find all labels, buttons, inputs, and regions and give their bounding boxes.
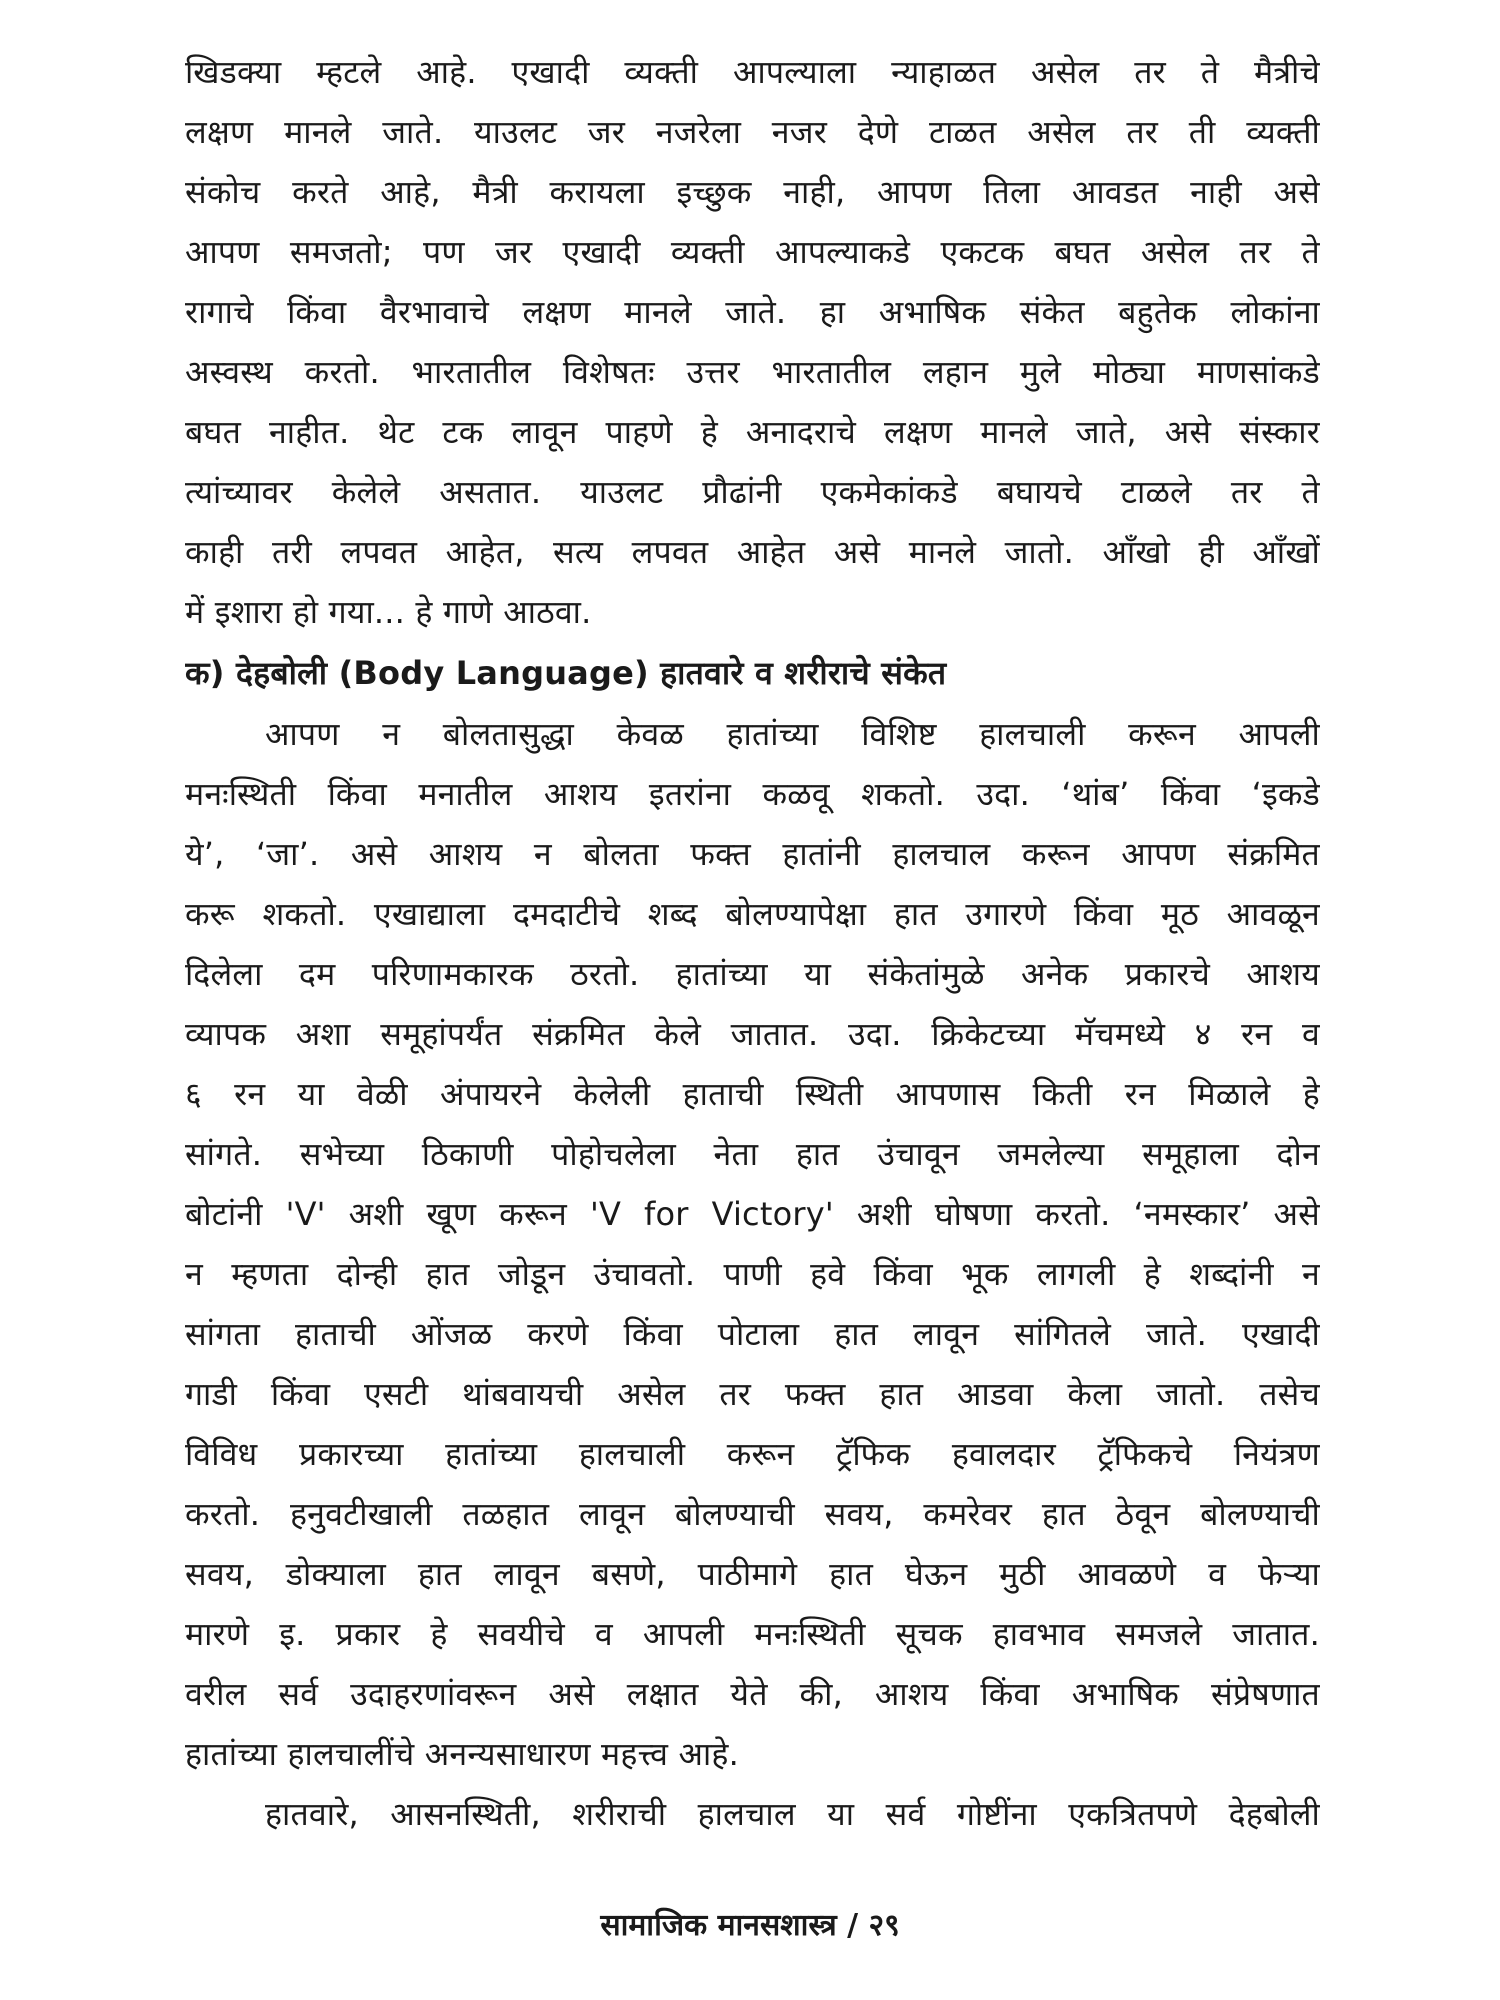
text-line: दिलेला दम परिणामकारक ठरतो. हातांच्या या संकेतांमुळे अनेक प्रकारचे आशय [185,955,1320,993]
text-line: न म्हणता दोन्ही हात जोडून उंचावतो. पाणी हवे किंवा भूक लागली हे शब्दांनी न [185,1255,1320,1293]
text-line: हातवारे, आसनस्थिती, शरीराची हालचाल या सर्व गोष्टींना एकत्रितपणे देहबोली [265,1795,1320,1833]
text-line: खिडक्या म्हटले आहे. एखादी व्यक्ती आपल्याला न्याहाळत असेल तर ते मैत्रीचे [185,53,1320,91]
text-line: करतो. हनुवटीखाली तळहात लावून बोलण्याची सवय, कमरेवर हात ठेवून बोलण्याची [185,1495,1320,1533]
text-line: सवय, डोक्याला हात लावून बसणे, पाठीमागे हात घेऊन मुठी आवळणे व फेऱ्या [185,1555,1320,1593]
text-line: आपण समजतो; पण जर एखादी व्यक्ती आपल्याकडे एकटक बघत असेल तर ते [185,233,1320,271]
text-line: मनःस्थिती किंवा मनातील आशय इतरांना कळवू शकतो. उदा. ‘थांब’ किंवा ‘इकडे [185,775,1320,813]
text-line: आपण न बोलतासुद्धा केवळ हातांच्या विशिष्ट हालचाली करून आपली [265,715,1320,753]
paragraph-3 [185,1784,1320,1844]
paragraph-2 [185,704,1320,1784]
section-heading: क) देहबोली (Body Language) हातवारे व शरीराचे संकेत [185,654,947,692]
text-line: सांगता हाताची ओंजळ करणे किंवा पोटाला हात लावून सांगितले जाते. एखादी [185,1315,1320,1353]
paragraph-1 [185,42,1320,642]
text-line: व्यापक अशा समूहांपर्यंत संक्रमित केले जातात. उदा. क्रिकेटच्या मॅचमध्ये ४ रन व [185,1015,1320,1053]
text-line: रागाचे किंवा वैरभावाचे लक्षण मानले जाते. हा अभाषिक संकेत बहुतेक लोकांना [185,293,1320,331]
text-line: हातांच्या हालचालींचे अनन्यसाधारण महत्त्व आहे. [185,1735,739,1773]
page-footer: सामाजिक मानसशास्त्र / २९ [600,1908,900,1943]
text-line: बोटांनी 'V' अशी खूण करून 'V for Victory' अशी घोषणा करतो. ‘नमस्कार’ असे [185,1195,1320,1233]
text-line: ये’, ‘जा’. असे आशय न बोलता फक्त हातांनी हालचाल करून आपण संक्रमित [185,835,1320,873]
text-line: विविध प्रकारच्या हातांच्या हालचाली करून ट्रॅफिक हवालदार ट्रॅफिकचे नियंत्रण [185,1435,1320,1473]
text-line: अस्वस्थ करतो. भारतातील विशेषतः उत्तर भारतातील लहान मुले मोठ्या माणसांकडे [185,353,1320,391]
page-body [185,42,1320,1844]
text-line: में इशारा हो गया... हे गाणे आठवा. [185,593,592,631]
text-line: मारणे इ. प्रकार हे सवयीचे व आपली मनःस्थिती सूचक हावभाव समजले जातात. [185,1615,1320,1653]
text-line: सांगते. सभेच्या ठिकाणी पोहोचलेला नेता हात उंचावून जमलेल्या समूहाला दोन [185,1135,1320,1173]
text-line: काही तरी लपवत आहेत, सत्य लपवत आहेत असे मानले जातो. आँखो ही आँखों [185,533,1320,571]
text-line: वरील सर्व उदाहरणांवरून असे लक्षात येते की, आशय किंवा अभाषिक संप्रेषणात [185,1675,1320,1713]
text-line: ६ रन या वेळी अंपायरने केलेली हाताची स्थिती आपणास किती रन मिळाले हे [185,1075,1320,1113]
text-line: लक्षण मानले जाते. याउलट जर नजरेला नजर देणे टाळत असेल तर ती व्यक्ती [185,113,1320,151]
text-line: त्यांच्यावर केलेले असतात. याउलट प्रौढांनी एकमेकांकडे बघायचे टाळले तर ते [185,473,1320,511]
text-line: करू शकतो. एखाद्याला दमदाटीचे शब्द बोलण्यापेक्षा हात उगारणे किंवा मूठ आवळून [185,895,1320,933]
text-line: बघत नाहीत. थेट टक लावून पाहणे हे अनादराचे लक्षण मानले जाते, असे संस्कार [185,413,1320,451]
text-line: संकोच करते आहे, मैत्री करायला इच्छुक नाही, आपण तिला आवडत नाही असे [185,173,1320,211]
text-line: गाडी किंवा एसटी थांबवायची असेल तर फक्त हात आडवा केला जातो. तसेच [185,1375,1320,1413]
